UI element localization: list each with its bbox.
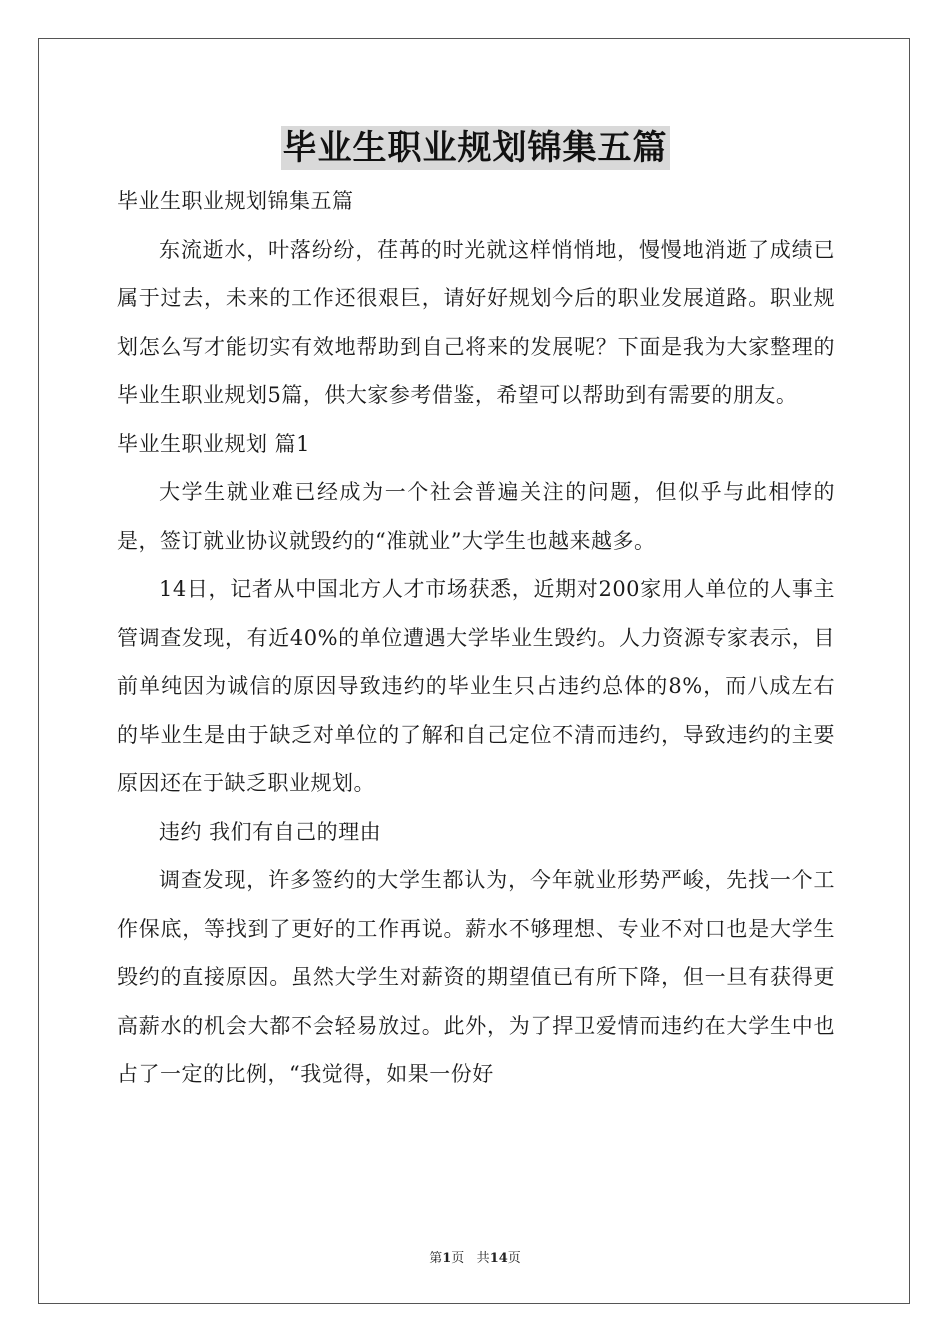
body-paragraph: 14日，记者从中国北方人才市场获悉，近期对200家用人单位的人事主管调查发现，有近40%的单位遭遇大学毕业生毁约。人力资源专家表示，目前单纯因为诚信的原因导致违约的毕业生只占违约总体的8%，而八成左右的毕业生是由于缺乏对单位的了解和自己定位不清而违约，导致违约的主要原因还在于缺乏职业规划。 [117, 577, 835, 795]
page-current: 1 [442, 1251, 452, 1266]
page-footer [0, 1247, 950, 1266]
page-label: 页 [451, 1251, 465, 1266]
intro-paragraph: 东流逝水，叶落纷纷，荏苒的时光就这样悄悄地，慢慢地消逝了成绩已属于过去，未来的工作还很艰巨，请好好规划今后的职业发展道路。职业规划怎么写才能切实有效地帮助到自己将来的发展呢？下面是我为大家整理的毕业生职业规划5篇，供大家参考借鉴，希望可以帮助到有需要的朋友。 [117, 237, 835, 407]
subsection-heading: 违约 我们有自己的理由 [159, 819, 382, 844]
total-prefix: 共 [476, 1251, 490, 1266]
page-total: 14 [489, 1251, 508, 1266]
document-title-wrap [0, 126, 950, 176]
section-heading: 毕业生职业规划 篇1 [117, 431, 311, 456]
document-body [117, 177, 835, 1099]
page-prefix: 第 [429, 1251, 443, 1266]
document-title: 毕业生职业规划锦集五篇 [282, 128, 668, 168]
body-paragraph: 调查发现，许多签约的大学生都认为，今年就业形势严峻，先找一个工作保底，等找到了更好的工作再说。薪水不够理想、专业不对口也是大学生毁约的直接原因。虽然大学生对薪资的期望值已有所下降，但一旦有获得更高薪水的机会大都不会轻易放过。此外，为了捍卫爱情而违约在大学生中也占了一定的比例，“我觉得，如果一份好 [117, 868, 835, 1086]
subtitle-line: 毕业生职业规划锦集五篇 [117, 189, 354, 213]
body-paragraph: 大学生就业难已经成为一个社会普遍关注的问题，但似乎与此相悖的是，签订就业协议就毁约的“准就业”大学生也越来越多。 [117, 480, 835, 553]
total-label: 页 [507, 1251, 521, 1266]
